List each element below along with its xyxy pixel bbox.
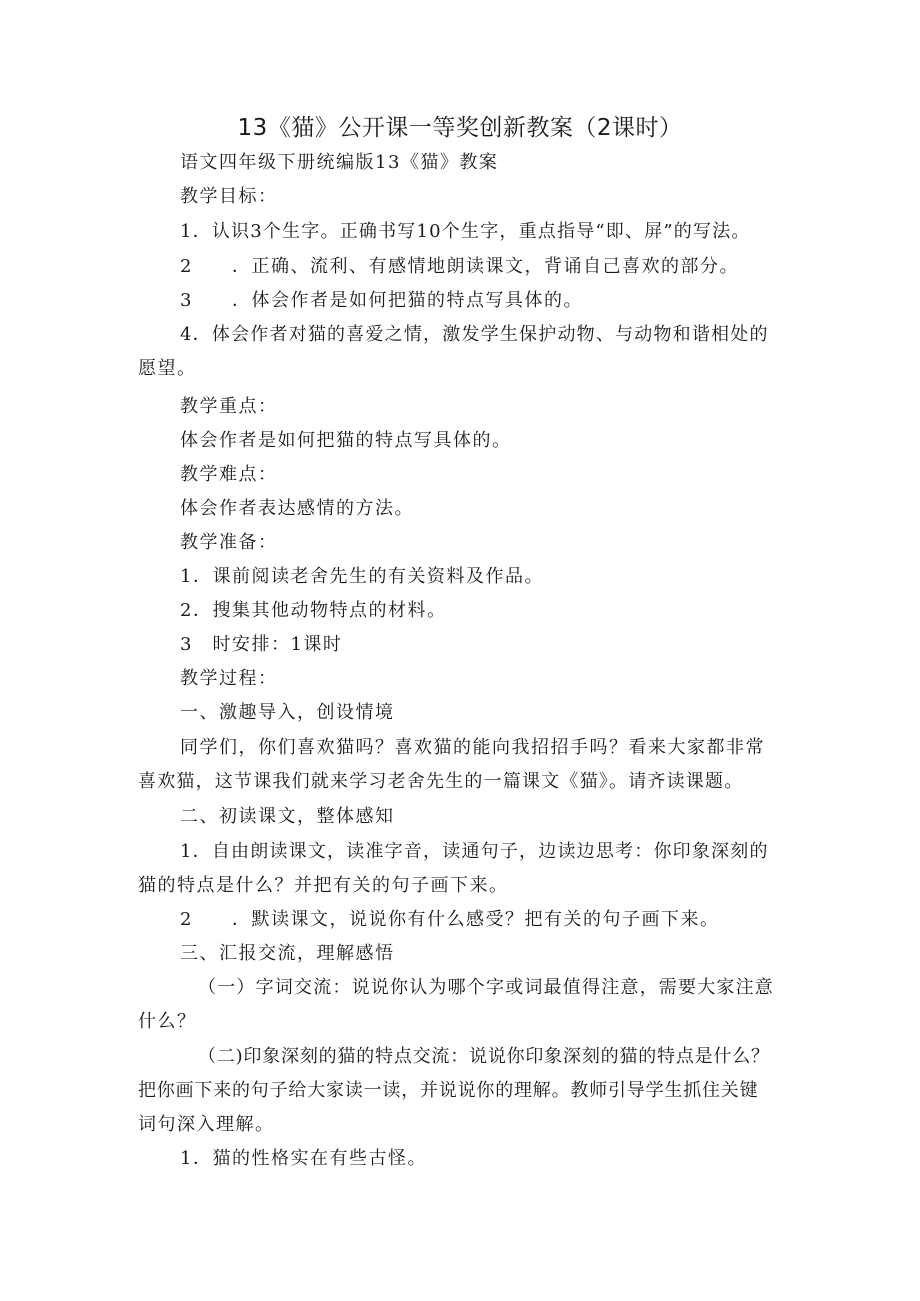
section-heading-process: 教学过程： [180,668,278,689]
step-3-part-1: （一）字词交流：说说你认为哪个字或词最值得注意，需要大家注意 [198,977,774,998]
subtitle-line: 语文四年级下册统编版13《猫》教案 [180,152,499,173]
document-title: 13《猫》公开课一等奖创新教案（2课时） [237,115,683,141]
preparation-2: 2．搜集其他动物特点的材料。 [180,600,447,621]
preparation-3: 3 时安排：1课时 [180,634,343,655]
objective-3: 3 ．体会作者是如何把猫的特点写具体的。 [180,290,583,311]
step-2-item-2: 2 ．默读课文，说说你有什么感受？把有关的句子画下来。 [180,909,720,930]
step-3-part-2-end: 词句深入理解。 [138,1114,275,1135]
step-1-text: 同学们，你们喜欢猫吗？喜欢猫的能向我招招手吗？看来大家都非常 [180,737,765,758]
objective-4: 4．体会作者对猫的喜爱之情，激发学生保护动物、与动物和谐相处的 [180,324,769,345]
objective-4-continued: 愿望。 [138,358,197,379]
step-2-item-1-continued: 猫的特点是什么？并把有关的句子画下来。 [138,875,509,896]
step-3-part-1-continued: 什么？ [138,1011,197,1032]
step-1-heading: 一、激趣导入，创设情境 [180,702,395,723]
difficulties-text: 体会作者表达感情的方法。 [180,498,414,519]
key-points-text: 体会作者是如何把猫的特点写具体的。 [180,430,512,451]
step-2-heading: 二、初读课文，整体感知 [180,806,395,827]
step-3-point-1: 1．猫的性格实在有些古怪。 [180,1148,427,1169]
preparation-1: 1．课前阅读老舍先生的有关资料及作品。 [180,566,544,587]
section-heading-preparation: 教学准备： [180,532,278,553]
step-1-text-continued: 喜欢猫，这节课我们就来学习老舍先生的一篇课文《猫》。请齐读课题。 [138,771,744,792]
objective-2: 2 ．正确、流利、有感情地朗读课文，背诵自己喜欢的部分。 [180,256,739,277]
step-3-heading: 三、汇报交流，理解感悟 [180,943,395,964]
step-3-part-2: （二)印象深刻的猫的特点交流：说说你印象深刻的猫的特点是什么？ [198,1046,770,1067]
section-heading-objectives: 教学目标： [180,186,278,207]
section-heading-key-points: 教学重点： [180,396,278,417]
section-heading-difficulties: 教学难点： [180,464,278,485]
step-2-item-1: 1．自由朗读课文，读准字音，读通句子，边读边思考：你印象深刻的 [180,841,769,862]
step-3-part-2-continued: 把你画下来的句子给大家读一读，并说说你的理解。教师引导学生抓住关键 [138,1080,759,1101]
objective-1: 1．认识3个生字。正确书写10个生字，重点指导“即、屏”的写法。 [180,221,751,242]
